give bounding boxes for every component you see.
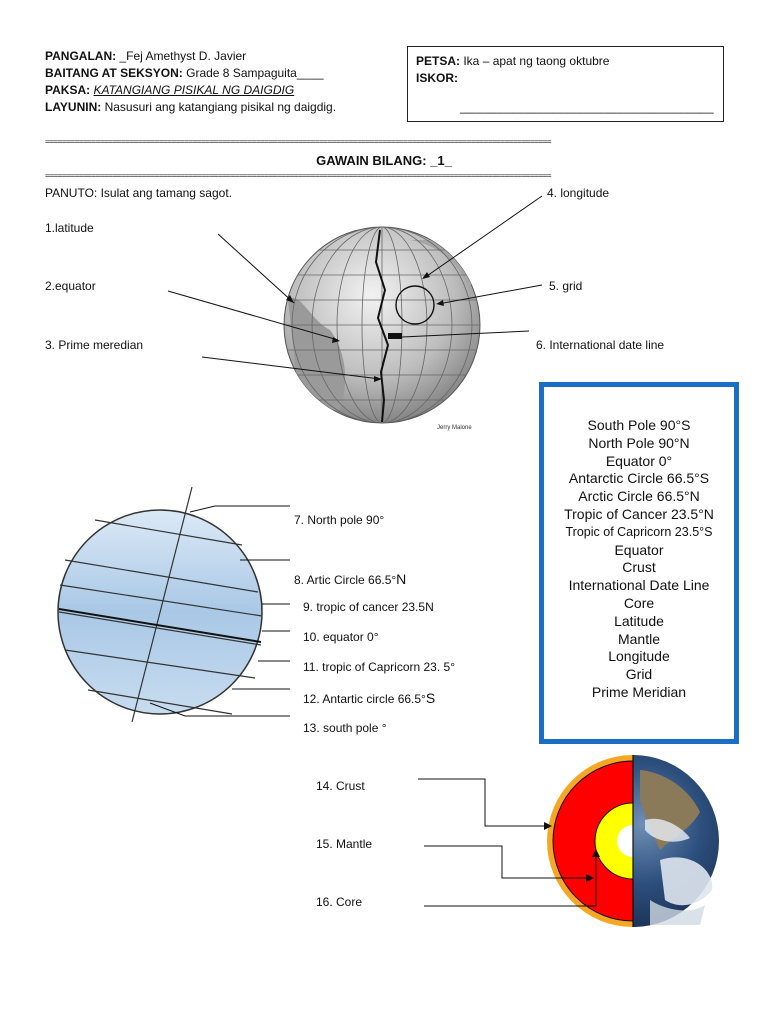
name-value: _Fej Amethyst D. Javier [116,49,247,63]
globe-credit: Jerry Malone [437,425,472,431]
label-mantle: 15. Mantle [316,837,373,851]
arctic-suffix: N [396,571,407,587]
word-bank-item: Latitude [614,612,664,629]
label-tropic-capricorn: 11. tropic of Capricorn 23. 5° [303,660,455,674]
label-crust: 14. Crust [316,779,365,793]
latitude-globe [58,487,262,722]
label-international-date-line: 6. International date line [536,338,665,352]
label-core: 16. Core [316,895,363,909]
antarctic-suffix: S [425,690,436,706]
word-bank-item: South Pole 90°S [587,417,691,433]
score-blank: ______________________________________ [460,100,714,114]
label-latitude: 1.latitude [45,221,94,235]
label-grid: 5. grid [549,279,583,293]
label-longitude: 4. longitude [547,186,610,200]
word-bank-item: Tropic of Cancer 23.5°N [564,505,714,522]
divider-top: ======================================================================================================================== [45,137,551,146]
word-bank-item: North Pole 90°N [588,434,690,451]
word-bank-item: Antarctic Circle 66.5°S [568,470,710,487]
divider-bottom: ======================================================================================================================== [45,171,551,180]
label-north-pole: 7. North pole 90° [294,513,385,527]
label-south-pole: 13. south pole ° [303,721,387,735]
grade-section-value: Grade 8 Sampaguita____ [182,66,324,80]
word-bank-item: Equator 0° [605,452,673,469]
date-label: PETSA: [416,54,461,68]
grade-section-label: BAITANG AT SEKSYON: [45,66,183,80]
word-bank-item: Prime Meridian [591,683,687,700]
word-bank-item: Arctic Circle 66.5°N [578,488,700,505]
word-bank-item: Grid [625,666,653,683]
topic-label: PAKSA: [45,83,91,97]
gray-globe [284,227,480,423]
topic-value: KATANGIANG PISIKAL NG DAIGDIG [93,83,295,97]
antarctic-text: 12. Antartic circle 66.5° [303,692,426,706]
earth-layers [547,755,719,927]
word-bank-item: Core [623,594,655,611]
label-prime-meridian: 3. Prime meredian [45,338,144,352]
date-value: Ika – apat ng taong oktubre [460,54,610,68]
instructions: PANUTO: Isulat ang tamang sagot. [45,186,232,200]
objective-value: Nasusuri ang katangiang pisikal ng daigdig. [101,100,337,114]
name-label: PANGALAN: [45,49,117,63]
word-bank-item: Mantle [617,630,661,647]
arctic-text: 8. Artic Circle 66.5° [294,573,397,587]
label-equator: 2.equator [45,279,96,293]
word-bank-item: Crust [622,559,656,576]
word-bank-item: Equator [614,541,664,558]
label-equator-zero: 10. equator 0° [303,630,379,644]
objective-label: LAYUNIN: [45,100,102,114]
word-bank-item: Tropic of Capricorn 23.5°S [565,524,713,539]
score-label: ISKOR: [416,71,458,85]
word-bank-item: International Date Line [568,577,710,594]
word-bank-item: Longitude [608,648,670,665]
activity-title: GAWAIN BILANG: _1_ [316,153,452,168]
label-tropic-cancer: 9. tropic of cancer 23.5N [303,600,434,614]
